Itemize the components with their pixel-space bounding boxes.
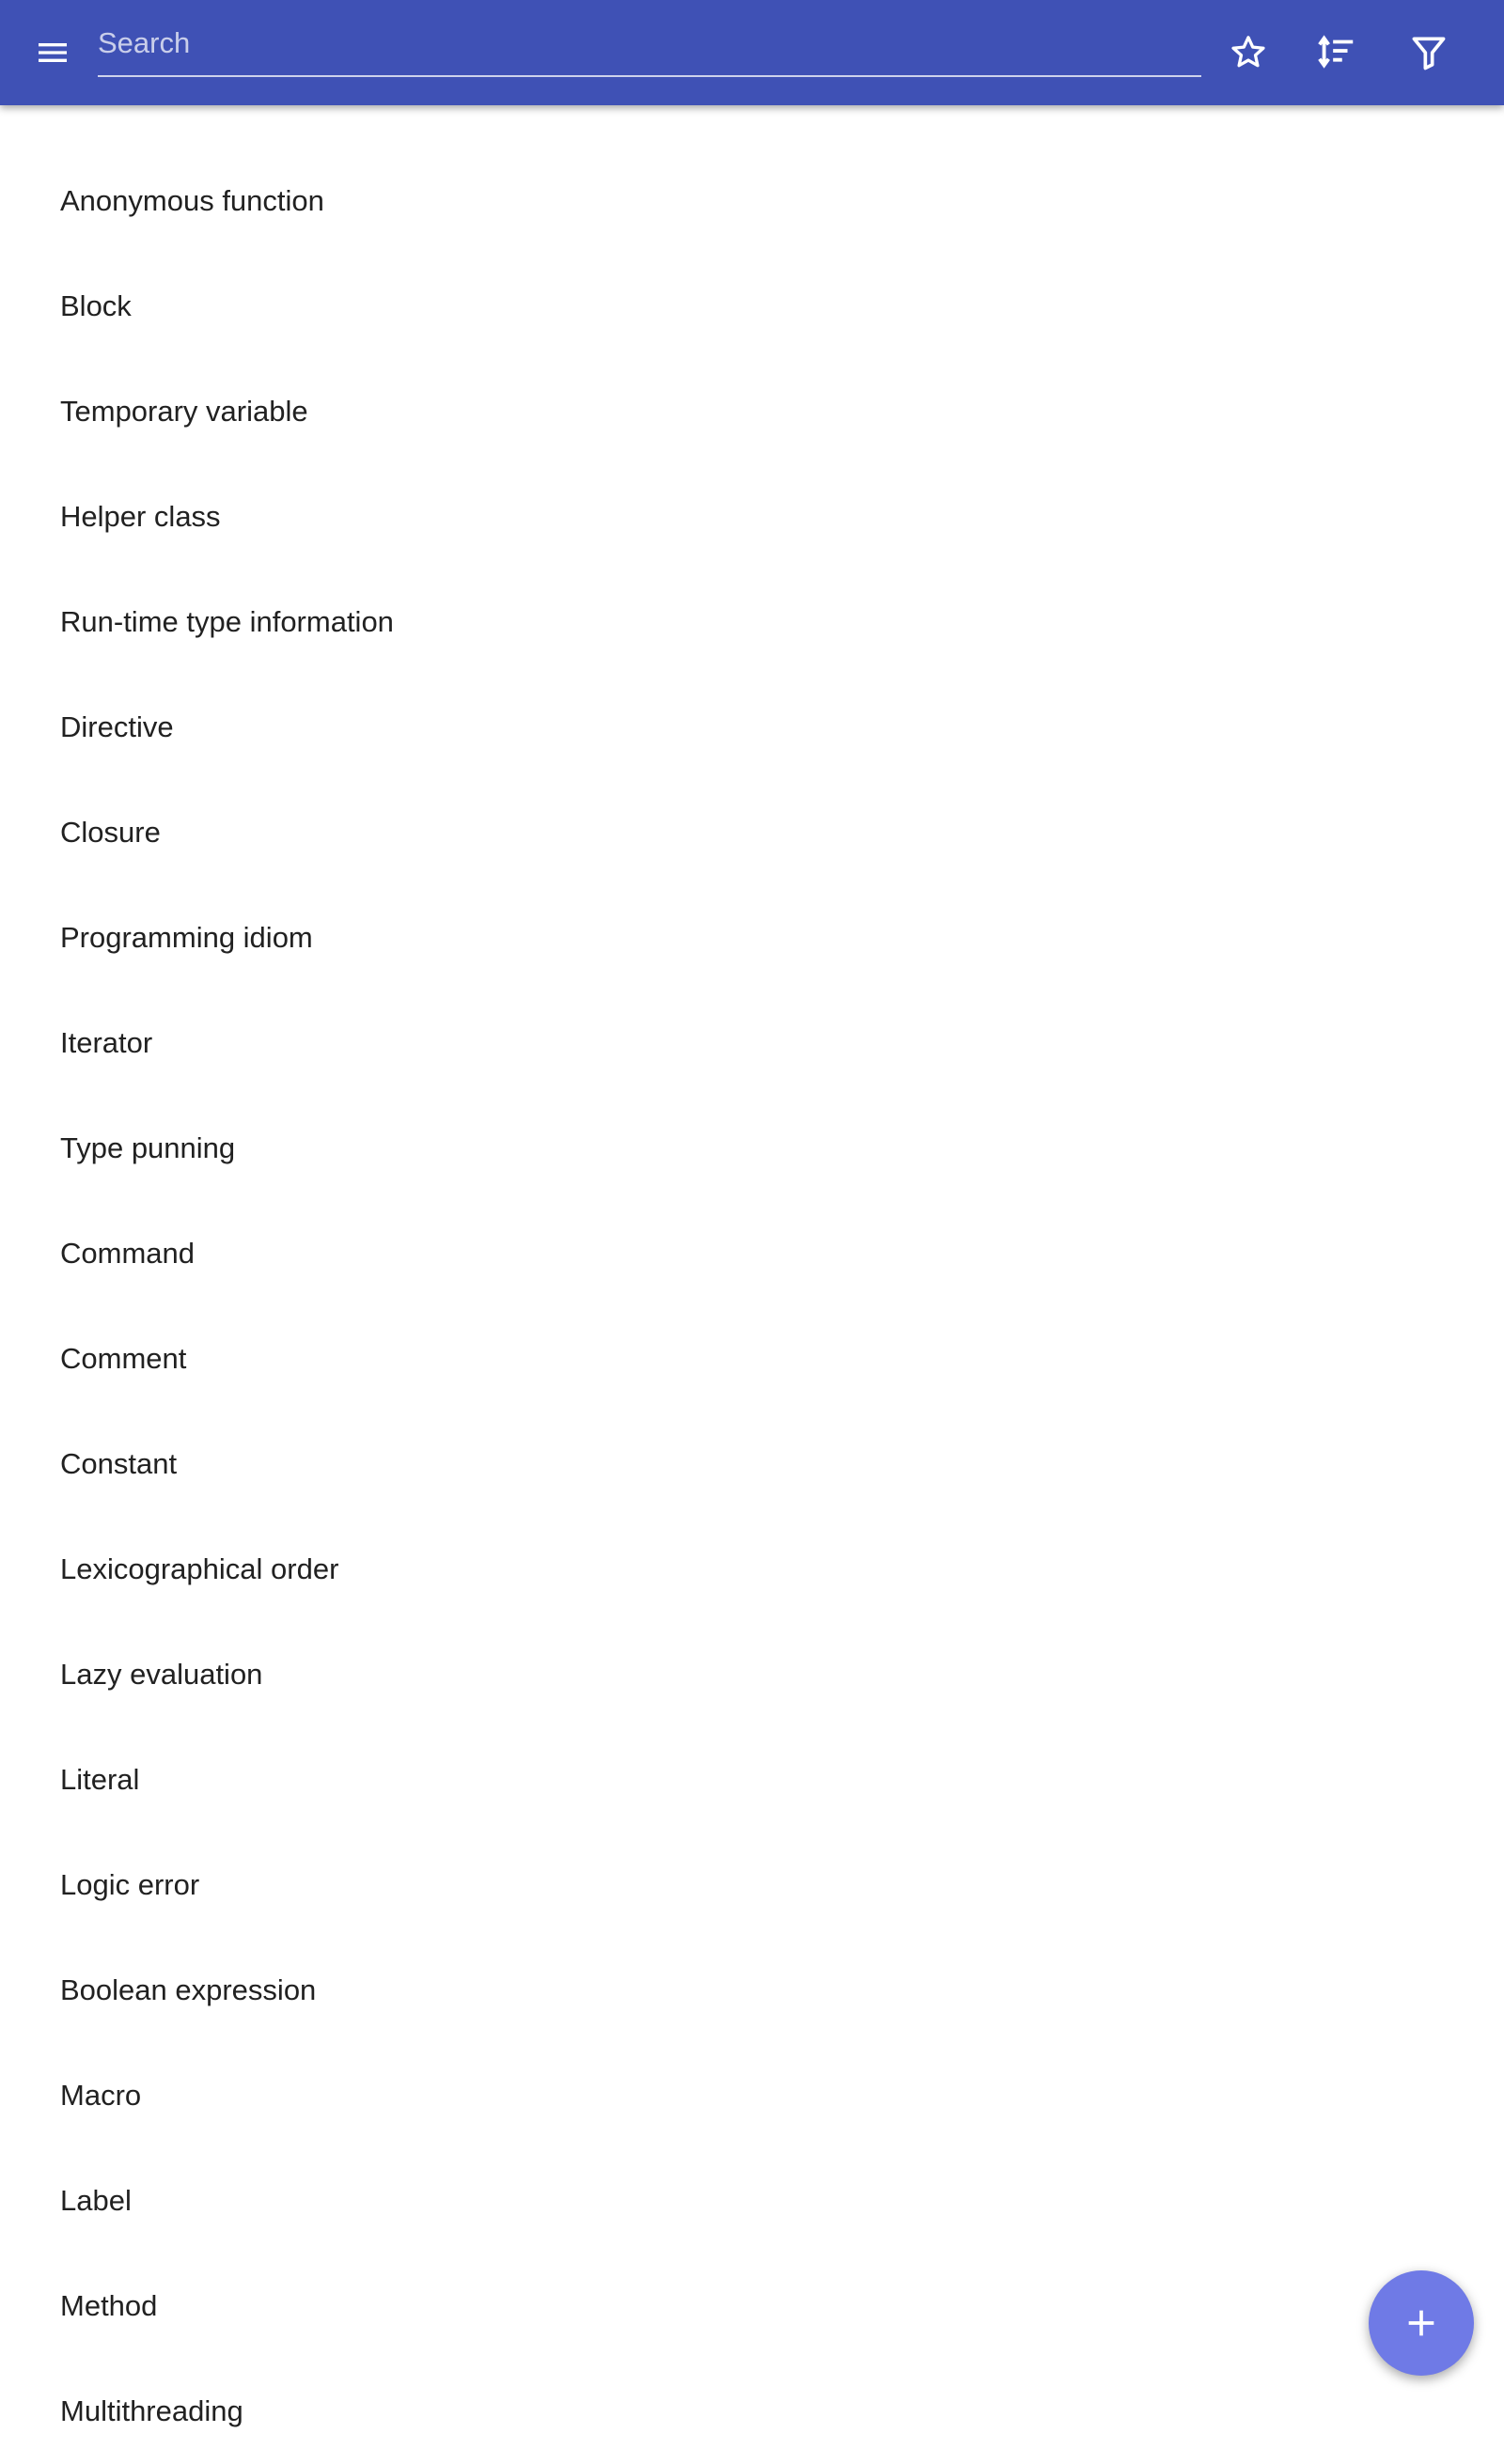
list-item[interactable] [0,1096,1504,1201]
list-item[interactable] [0,2148,1504,2253]
menu-button[interactable] [24,24,81,81]
list-item[interactable] [0,254,1504,359]
list-item[interactable] [0,1411,1504,1517]
list-item-label: Iterator [60,1026,153,1059]
list-item[interactable] [0,1727,1504,1832]
list-item[interactable] [0,675,1504,780]
app-bar [0,0,1504,105]
list-item[interactable] [0,1517,1504,1622]
term-list [0,105,1504,2464]
star-outline-icon [1228,32,1269,73]
list-item[interactable] [0,359,1504,464]
list-item-label: Multithreading [60,2394,243,2427]
list-item-label: Closure [60,816,161,849]
filter-icon [1408,32,1449,73]
list-item[interactable] [0,1306,1504,1411]
list-item[interactable] [0,569,1504,675]
list-item[interactable] [0,2043,1504,2148]
menu-icon [34,34,71,71]
list-item-label: Run-time type information [60,605,394,638]
list-item[interactable] [0,2253,1504,2359]
plus-icon [1402,2304,1440,2342]
list-item[interactable] [0,464,1504,569]
list-item[interactable] [0,1201,1504,1306]
list-item-label: Type punning [60,1131,236,1164]
list-item[interactable] [0,990,1504,1096]
list-item-label: Label [60,2184,132,2217]
search-input[interactable] [98,23,1201,64]
add-button[interactable] [1369,2270,1474,2376]
list-item-label: Comment [60,1342,187,1375]
list-item-label: Block [60,289,132,322]
list-item-label: Literal [60,1763,140,1796]
list-item[interactable] [0,780,1504,885]
list-item[interactable] [0,885,1504,990]
list-item-label: Lexicographical order [60,1552,339,1585]
sort-icon [1315,31,1358,74]
favorites-button[interactable] [1220,24,1277,81]
list-item-label: Command [60,1237,195,1270]
list-item-label: Lazy evaluation [60,1658,263,1691]
list-item[interactable] [0,2359,1504,2464]
filter-button[interactable] [1401,24,1457,81]
list-item-label: Macro [60,2079,142,2112]
list-item[interactable] [0,148,1504,254]
list-item-label: Directive [60,710,174,743]
list-item-label: Boolean expression [60,1973,317,2006]
list-item-label: Anonymous function [60,184,324,217]
list-item-label: Method [60,2289,158,2322]
list-item-label: Logic error [60,1868,200,1901]
list-item-label: Constant [60,1447,178,1480]
sort-button[interactable] [1308,24,1365,81]
list-item[interactable] [0,1938,1504,2043]
list-item-label: Programming idiom [60,921,313,954]
list-item-label: Temporary variable [60,395,308,428]
list-item[interactable] [0,1622,1504,1727]
search-field [98,17,1201,77]
list-item-label: Helper class [60,500,221,533]
list-item[interactable] [0,1832,1504,1938]
